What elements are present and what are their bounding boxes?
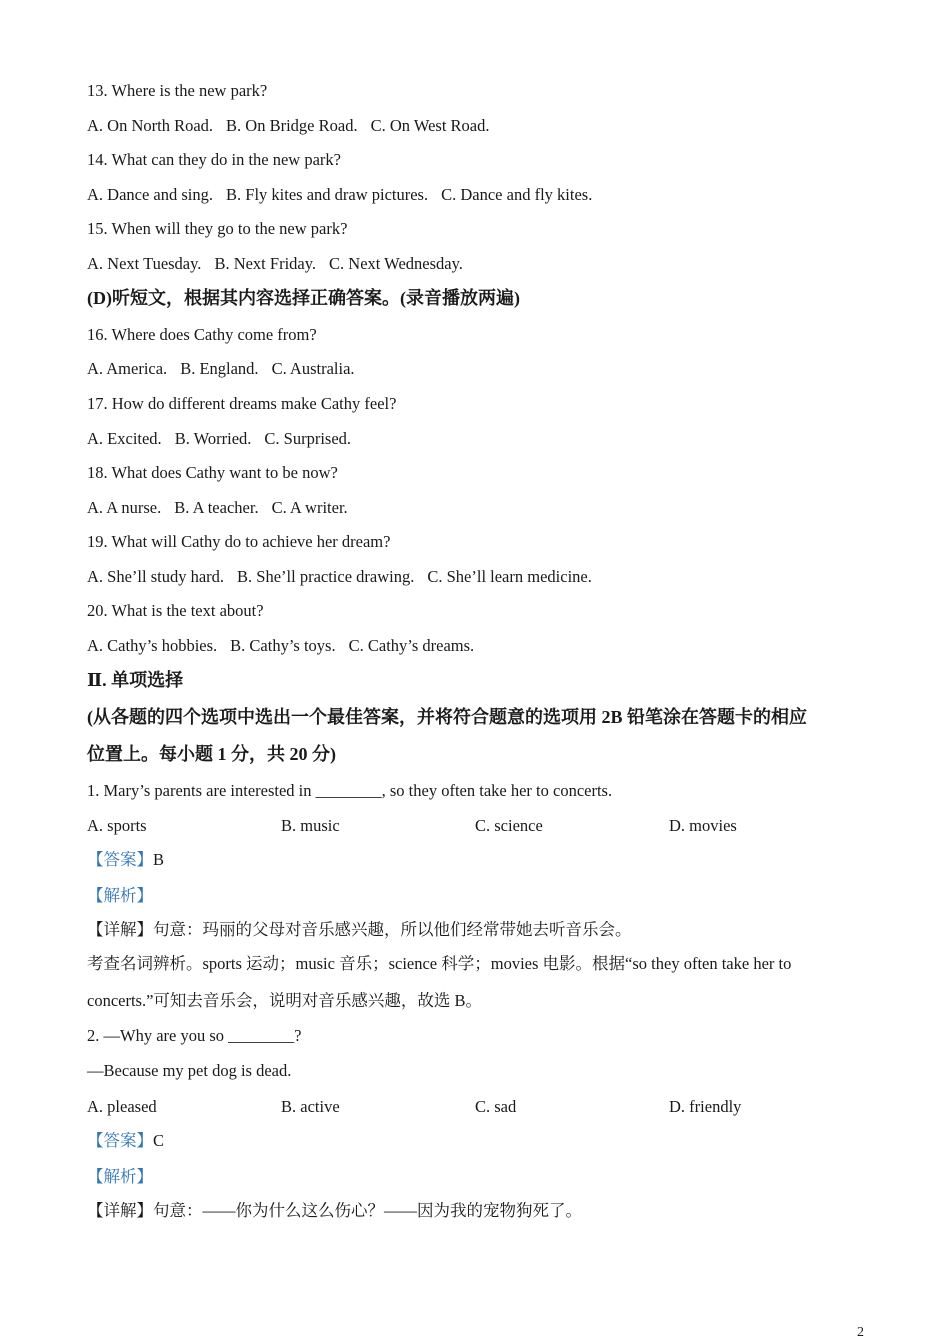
option-c: C. Dance and fly kites. (441, 185, 593, 204)
option-b: B. Worried. (174, 429, 252, 448)
option-c: C. Next Wednesday. (329, 254, 463, 273)
question-13-options (87, 115, 490, 137)
detail-tag: 【详解】 (87, 1201, 153, 1220)
detail-text: 句意：玛丽的父母对音乐感兴趣，所以他们经常带她去听音乐会。 (153, 920, 632, 939)
option-c: C. sad (475, 1097, 517, 1116)
option-a: A. sports (87, 816, 147, 835)
question-13: 13. Where is the new park? (87, 81, 268, 100)
question-19-options (87, 566, 592, 588)
question-18-options (87, 497, 348, 519)
option-a: A. On North Road. (87, 116, 214, 135)
option-a: A. America. (87, 359, 168, 378)
analysis-tag: 【解析】 (87, 1167, 153, 1186)
detail-line-2 (87, 1200, 582, 1222)
mc-question-2: 2. —Why are you so ________? (87, 1026, 302, 1045)
analysis-tag-1 (87, 885, 153, 907)
option-b: B. A teacher. (174, 498, 259, 517)
option-b: B. Next Friday. (214, 254, 317, 273)
option-a: A. Cathy’s hobbies. (87, 636, 218, 655)
section-2-instructions-line2: 位置上。每小题 1 分，共 20 分) (87, 744, 336, 764)
option-a: A. pleased (87, 1097, 157, 1116)
section-2-instructions-line1: (从各题的四个选项中选出一个最佳答案，并将符合题意的选项用 2B 铅笔涂在答题卡的相应 (87, 707, 807, 727)
option-c: C. Surprised. (264, 429, 352, 448)
question-19: 19. What will Cathy do to achieve her dream? (87, 532, 391, 551)
answer-tag: 【答案】 (87, 850, 153, 869)
answer-value: B (153, 850, 165, 869)
explanation-line-2: concerts.”可知去音乐会，说明对音乐感兴趣，故选 B。 (87, 991, 483, 1010)
answer-line-1 (87, 849, 164, 871)
question-20: 20. What is the text about? (87, 601, 264, 620)
question-14-options (87, 184, 592, 206)
option-b: B. active (281, 1097, 340, 1116)
question-17: 17. How do different dreams make Cathy feel? (87, 394, 397, 413)
question-15-options (87, 253, 463, 275)
page-number: 2 (857, 1325, 864, 1340)
mc-question-2-options (87, 1096, 867, 1118)
option-c: C. A writer. (271, 498, 348, 517)
detail-text: 句意：——你为什么这么伤心？——因为我的宠物狗死了。 (153, 1201, 582, 1220)
option-b: B. England. (180, 359, 259, 378)
detail-line-1 (87, 919, 632, 941)
option-a: A. She’ll study hard. (87, 567, 225, 586)
section-2-title: Ⅱ. 单项选择 (87, 670, 184, 690)
option-c: C. On West Road. (370, 116, 490, 135)
option-c: C. Australia. (271, 359, 355, 378)
option-b: B. She’ll practice drawing. (237, 567, 415, 586)
question-16: 16. Where does Cathy come from? (87, 325, 317, 344)
option-a: A. Dance and sing. (87, 185, 214, 204)
option-d: D. friendly (669, 1097, 742, 1116)
answer-value: C (153, 1131, 165, 1150)
option-b: B. music (281, 816, 340, 835)
question-14: 14. What can they do in the new park? (87, 150, 341, 169)
mc-question-2-reply: —Because my pet dog is dead. (87, 1061, 292, 1080)
option-a: A. A nurse. (87, 498, 162, 517)
mc-question-1-options (87, 815, 867, 837)
option-c: C. She’ll learn medicine. (427, 567, 592, 586)
mc-question-1: 1. Mary’s parents are interested in ________, so they often take her to concerts. (87, 781, 613, 800)
question-15: 15. When will they go to the new park? (87, 219, 348, 238)
option-c: C. Cathy’s dreams. (348, 636, 475, 655)
answer-line-2 (87, 1130, 164, 1152)
option-d: D. movies (669, 816, 737, 835)
option-b: B. On Bridge Road. (226, 116, 358, 135)
explanation-line-1: 考查名词辨析。sports 运动；music 音乐；science 科学；movies 电影。根据“so they often take her to (87, 954, 792, 973)
question-18: 18. What does Cathy want to be now? (87, 463, 338, 482)
question-17-options (87, 428, 351, 450)
option-b: B. Cathy’s toys. (230, 636, 336, 655)
option-a: A. Excited. (87, 429, 162, 448)
option-b: B. Fly kites and draw pictures. (226, 185, 429, 204)
analysis-tag-2 (87, 1166, 153, 1188)
section-d-heading: (D)听短文，根据其内容选择正确答案。(录音播放两遍) (87, 288, 520, 308)
option-a: A. Next Tuesday. (87, 254, 202, 273)
detail-tag: 【详解】 (87, 920, 153, 939)
question-16-options (87, 358, 355, 380)
option-c: C. science (475, 816, 543, 835)
analysis-tag: 【解析】 (87, 886, 153, 905)
question-20-options (87, 635, 474, 657)
answer-tag: 【答案】 (87, 1131, 153, 1150)
